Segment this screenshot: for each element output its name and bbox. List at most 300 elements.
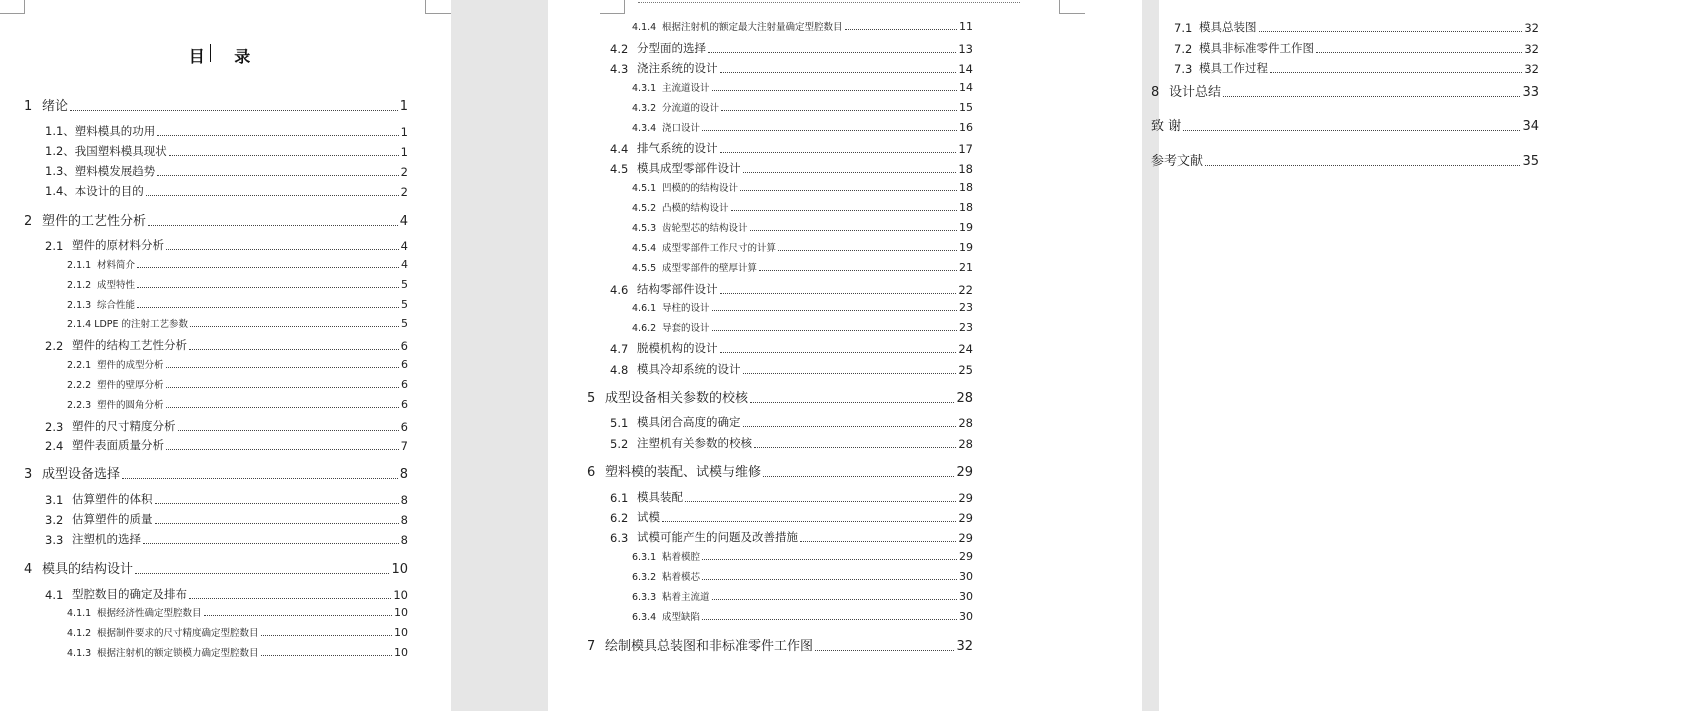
toc-entry[interactable]	[67, 645, 408, 659]
toc-entry[interactable]	[45, 183, 408, 199]
dot-leader	[1183, 129, 1520, 131]
dot-leader	[146, 194, 399, 196]
toc-entry[interactable]	[587, 462, 973, 480]
dot-leader	[815, 649, 954, 651]
toc-entry-number: 4.6.1	[632, 303, 657, 314]
toc-entry[interactable]	[24, 96, 408, 114]
toc-entry[interactable]	[67, 297, 408, 311]
crop-mark	[600, 13, 624, 14]
crop-mark	[425, 13, 451, 14]
toc-entry[interactable]	[632, 240, 973, 254]
toc-entry-page-number: 6	[401, 358, 408, 371]
toc-entry[interactable]	[632, 180, 973, 194]
toc-entry-page-number: 10	[391, 562, 408, 577]
toc-entry-title: 分型面的选择	[637, 41, 706, 55]
toc-entry[interactable]	[1174, 40, 1539, 56]
toc-entry[interactable]	[24, 211, 408, 229]
toc-entry-number: 4.1.1	[67, 608, 92, 619]
toc-entry-title: 1.2、我国塑料模具现状	[45, 144, 167, 158]
dot-leader	[720, 151, 957, 153]
dot-leader	[1270, 71, 1522, 73]
toc-entry-number: 4.1	[45, 588, 64, 602]
toc-entry-title: 模具的结构设计	[42, 562, 134, 577]
dot-leader	[750, 401, 954, 403]
document-page-3	[1151, 0, 1692, 711]
toc-entry-title: 模具装配	[637, 490, 683, 504]
dot-leader	[204, 614, 392, 616]
toc-entry[interactable]	[45, 237, 408, 253]
toc-entry-title: 绪论	[42, 99, 69, 114]
toc-entry-number: 4.2	[610, 42, 629, 56]
toc-entry[interactable]	[632, 609, 973, 623]
toc-entry[interactable]	[610, 281, 973, 297]
dot-leader	[155, 522, 399, 524]
toc-entry-title: 根据制件要求的尺寸精度确定型腔数目	[97, 628, 259, 639]
toc-entry[interactable]	[632, 320, 973, 334]
toc-entry-title: 型腔数目的确定及排布	[72, 587, 187, 601]
toc-entry[interactable]	[45, 163, 408, 179]
toc-entry-title: 塑件的结构工艺性分析	[72, 338, 187, 352]
dot-leader	[702, 129, 957, 131]
toc-entry[interactable]	[610, 435, 973, 451]
toc-entry-number: 4.3.4	[632, 123, 657, 134]
toc-entry-page-number: 19	[959, 221, 973, 234]
crop-mark	[425, 0, 426, 14]
dot-leader	[178, 429, 399, 431]
toc-entry-page-number: 15	[959, 101, 973, 114]
dot-leader	[845, 28, 957, 30]
toc-entry-page-number: 32	[1524, 42, 1539, 56]
toc-entry[interactable]	[610, 414, 973, 430]
toc-entry[interactable]	[610, 509, 973, 525]
toc-entry-title: 成型设备相关参数的校核	[605, 391, 749, 406]
toc-entry-page-number: 29	[959, 550, 973, 563]
toc-entry-page-number: 33	[1522, 85, 1539, 100]
toc-entry-page-number: 16	[959, 121, 973, 134]
toc-entry-number: 4.6	[610, 283, 629, 297]
toc-entry-page-number: 18	[958, 162, 973, 176]
dot-leader	[166, 366, 399, 368]
dot-leader	[720, 71, 957, 73]
toc-entry-title: 浇注系统的设计	[637, 61, 718, 75]
toc-entry-page-number: 28	[958, 416, 973, 430]
toc-entry-page-number: 19	[959, 241, 973, 254]
toc-entry[interactable]	[610, 140, 973, 156]
toc-entry-page-number: 5	[401, 278, 408, 291]
toc-entry-number: 6.3.3	[632, 592, 657, 603]
toc-entry-title: 凸模的结构设计	[662, 203, 729, 214]
toc-entry-number: 5.1	[610, 416, 629, 430]
toc-entry[interactable]	[632, 19, 973, 33]
dot-leader	[778, 249, 957, 251]
toc-entry-title: 塑件表面质量分析	[72, 438, 164, 452]
toc-entry-page-number: 11	[959, 20, 973, 33]
toc-entry[interactable]	[1151, 116, 1539, 134]
toc-entry-number: 4.8	[610, 363, 629, 377]
toc-entry-title: 绘制模具总装图和非标准零件工作图	[605, 639, 814, 654]
toc-entry[interactable]	[632, 549, 973, 563]
toc-entry-number: 4.5.5	[632, 263, 657, 274]
toc-entry-number: 6	[587, 465, 596, 480]
toc-entry-number: 5.2	[610, 437, 629, 451]
dot-leader	[712, 329, 957, 331]
toc-entry-title: 模具冷却系统的设计	[637, 362, 741, 376]
toc-entry-title: 根据经济性确定型腔数目	[97, 608, 202, 619]
toc-entry-title: 成型设备选择	[42, 467, 121, 482]
toc-entry[interactable]	[587, 636, 973, 654]
dot-leader	[712, 598, 957, 600]
dot-leader	[754, 446, 956, 448]
toc-entry-title: 模具总装图	[1199, 20, 1257, 34]
crop-mark	[624, 0, 625, 14]
dot-leader	[157, 174, 398, 176]
dot-leader	[800, 540, 956, 542]
toc-entry-page-number: 14	[959, 81, 973, 94]
dot-leader	[702, 578, 957, 580]
toc-entry-title: 脱模机构的设计	[637, 341, 718, 355]
dot-leader	[720, 351, 957, 353]
toc-entry-number: 4.3.2	[632, 103, 657, 114]
toc-entry-page-number: 22	[958, 283, 973, 297]
toc-entry[interactable]	[67, 397, 408, 411]
toc-entry-number: 4.6.2	[632, 323, 657, 334]
toc-entry-page-number: 8	[400, 493, 408, 507]
toc-entry[interactable]	[67, 377, 408, 391]
dot-leader	[166, 406, 399, 408]
toc-entry-number: 2.2.2	[67, 380, 92, 391]
toc-entry-title: 模具成型零部件设计	[637, 161, 741, 175]
toc-entry-page-number: 23	[959, 301, 973, 314]
toc-entry[interactable]	[67, 625, 408, 639]
toc-entry-number: 3.2	[45, 513, 64, 527]
toc-entry-number: 4.5.3	[632, 223, 657, 234]
toc-entry-number: 2.1	[45, 239, 64, 253]
dot-leader	[157, 134, 398, 136]
dot-leader	[743, 171, 957, 173]
dot-leader	[137, 266, 399, 268]
toc-entry-page-number: 8	[399, 467, 408, 482]
toc-entry-page-number: 1	[399, 99, 408, 114]
toc-entry-number: 6.2	[610, 511, 629, 525]
dot-leader	[166, 248, 399, 250]
toc-entry-number: 4.3	[610, 62, 629, 76]
toc-entry-title: 成型零部件的壁厚计算	[662, 263, 758, 274]
toc-entry[interactable]	[45, 491, 408, 507]
toc-entry-title: 塑件的尺寸精度分析	[72, 419, 176, 433]
dot-leader	[712, 309, 957, 311]
dot-leader	[685, 500, 956, 502]
toc-entry-page-number: 29	[958, 531, 973, 545]
toc-entry[interactable]	[632, 300, 973, 314]
dot-leader	[137, 286, 399, 288]
toc-entry-title: 1.3、塑料模发展趋势	[45, 164, 156, 178]
toc-entry-title: 模具闭合高度的确定	[637, 415, 741, 429]
dot-leader	[740, 189, 957, 191]
dot-leader	[763, 475, 954, 477]
toc-entry-title: 塑件的原材料分析	[72, 238, 164, 252]
dot-leader	[702, 618, 957, 620]
toc-entry-title: 1.1、塑料模具的功用	[45, 124, 156, 138]
toc-entry[interactable]	[24, 464, 408, 482]
toc-entry-page-number: 6	[400, 339, 408, 353]
toc-entry-page-number: 10	[394, 646, 408, 659]
toc-entry-number: 4.5.2	[632, 203, 657, 214]
toc-entry-page-number: 13	[958, 42, 973, 56]
document-page-1	[0, 0, 451, 711]
dot-leader	[1316, 51, 1522, 53]
toc-entry-title: 成型特性	[97, 280, 136, 291]
dot-leader	[166, 448, 399, 450]
toc-entry-number: 7	[587, 639, 596, 654]
dot-leader	[166, 386, 399, 388]
toc-entry-title: 设计总结	[1169, 85, 1222, 100]
toc-entry-number: 2.2.3	[67, 400, 92, 411]
toc-entry[interactable]	[24, 559, 408, 577]
toc-entry-title: 根据注射机的额定最大注射量确定型腔数目	[662, 22, 843, 33]
toc-entry-title: 导套的设计	[662, 323, 710, 334]
toc-entry-number: 4.5.1	[632, 183, 657, 194]
toc-entry-number: 8	[1151, 85, 1160, 100]
toc-entry-title: 粘着模腔	[662, 552, 701, 563]
toc-entry-number: 2.1.3	[67, 300, 92, 311]
toc-entry[interactable]	[45, 511, 408, 527]
toc-entry-number: 3	[24, 467, 33, 482]
crop-mark	[24, 0, 25, 14]
toc-entry-number: 4.1.4	[632, 22, 657, 33]
toc-entry-title: 塑件的成型分析	[97, 360, 164, 371]
toc-entry-page-number: 10	[394, 626, 408, 639]
toc-entry-number: 2.2	[45, 339, 64, 353]
toc-entry-number: 2.3	[45, 420, 64, 434]
toc-entry-number: 4	[24, 562, 33, 577]
toc-entry-number: 3.3	[45, 533, 64, 547]
toc-entry-title: 粘着模芯	[662, 572, 701, 583]
toc-entry[interactable]	[610, 160, 973, 176]
toc-entry[interactable]	[45, 437, 408, 453]
toc-entry-page-number: 10	[394, 606, 408, 619]
toc-entry-number: 5	[587, 391, 596, 406]
toc-entry-title: 模具非标准零件工作图	[1199, 41, 1314, 55]
toc-entry-title: 浇口设计	[662, 123, 701, 134]
cut-off-entry	[638, 0, 1020, 4]
toc-entry-page-number: 4	[399, 214, 408, 229]
toc-entry-number: 4.5	[610, 162, 629, 176]
toc-entry-title: 成型零部件工作尺寸的计算	[662, 243, 777, 254]
toc-entry-page-number: 32	[1524, 21, 1539, 35]
dot-leader	[721, 109, 957, 111]
toc-entry-page-number: 18	[959, 181, 973, 194]
toc-entry[interactable]	[632, 200, 973, 214]
toc-entry-title: 导柱的设计	[662, 303, 710, 314]
toc-entry-title: 1.4、本设计的目的	[45, 184, 144, 198]
toc-entry-page-number: 6	[400, 420, 408, 434]
toc-entry[interactable]	[67, 257, 408, 271]
toc-entry[interactable]	[45, 123, 408, 139]
toc-entry-title: 齿轮型芯的结构设计	[662, 223, 748, 234]
toc-entry-number: 4.7	[610, 342, 629, 356]
toc-entry-number: 2	[24, 214, 33, 229]
toc-entry[interactable]	[610, 489, 973, 505]
toc-entry-page-number: 32	[956, 639, 973, 654]
dot-leader	[189, 597, 391, 599]
toc-entry[interactable]	[45, 143, 408, 159]
toc-entry[interactable]	[45, 418, 408, 434]
toc-entry-title: 材料简介	[97, 260, 136, 271]
dot-leader	[750, 229, 957, 231]
toc-entry-page-number: 1	[400, 125, 408, 139]
toc-entry-title: 塑件的圆角分析	[97, 400, 164, 411]
toc-entry-number: 4.3.1	[632, 83, 657, 94]
dot-leader	[702, 558, 957, 560]
toc-entry-page-number: 21	[959, 261, 973, 274]
toc-entry-number: 6.3.1	[632, 552, 657, 563]
toc-entry[interactable]	[610, 60, 973, 76]
dot-leader	[122, 477, 398, 479]
toc-entry-title: 凹模的的结构设计	[662, 183, 739, 194]
toc-entry-title: 估算塑件的体积	[72, 492, 153, 506]
toc-entry-page-number: 29	[958, 491, 973, 505]
dot-leader	[720, 292, 957, 294]
toc-entry-number: 2.2.1	[67, 360, 92, 371]
toc-entry-number: 2.1.2	[67, 280, 92, 291]
toc-entry[interactable]	[632, 120, 973, 134]
toc-entry-number: 7.2	[1174, 42, 1193, 56]
toc-entry-page-number: 2	[400, 165, 408, 179]
toc-entry-page-number: 5	[401, 298, 408, 311]
dot-leader	[137, 306, 399, 308]
toc-entry[interactable]	[632, 260, 973, 274]
toc-entry-number: 6.3	[610, 531, 629, 545]
dot-leader	[169, 154, 399, 156]
toc-entry-page-number: 30	[959, 610, 973, 623]
toc-entry[interactable]	[632, 80, 973, 94]
toc-entry[interactable]	[610, 529, 973, 545]
dot-leader	[731, 209, 957, 211]
dot-leader	[759, 269, 957, 271]
crop-mark	[0, 13, 24, 14]
toc-entry-number: 2.1.1	[67, 260, 92, 271]
toc-entry-page-number: 32	[1524, 62, 1539, 76]
document-page-2	[548, 0, 1142, 711]
toc-entry-number: 4.1.3	[67, 648, 92, 659]
toc-entry[interactable]	[67, 316, 408, 330]
toc-entry-number: 1	[24, 99, 33, 114]
toc-entry[interactable]	[632, 569, 973, 583]
dot-leader	[1205, 164, 1520, 166]
dot-leader	[155, 502, 399, 504]
toc-entry-title: 2.1.4 LDPE 的注射工艺参数	[67, 319, 189, 330]
toc-entry[interactable]	[1174, 60, 1539, 76]
toc-entry-number: 2.4	[45, 439, 64, 453]
toc-entry-page-number: 28	[958, 437, 973, 451]
dot-leader	[743, 372, 957, 374]
dot-leader	[712, 89, 957, 91]
toc-entry-page-number: 8	[400, 513, 408, 527]
toc-entry[interactable]	[610, 361, 973, 377]
toc-entry-title: 排气系统的设计	[637, 141, 718, 155]
dot-leader	[1259, 30, 1523, 32]
toc-entry-page-number: 28	[956, 391, 973, 406]
toc-entry-page-number: 2	[400, 185, 408, 199]
toc-entry-title: 估算塑件的质量	[72, 512, 153, 526]
toc-entry-number: 4.4	[610, 142, 629, 156]
toc-entry-page-number: 4	[400, 239, 408, 253]
dot-leader	[743, 425, 957, 427]
dot-leader	[189, 348, 399, 350]
toc-entry-title: 主流道设计	[662, 83, 710, 94]
toc-entry[interactable]	[67, 357, 408, 371]
toc-entry-title: 模具工作过程	[1199, 61, 1268, 75]
toc-entry-title: 粘着主流道	[662, 592, 710, 603]
toc-entry-page-number: 4	[401, 258, 408, 271]
toc-entry-number: 6.1	[610, 491, 629, 505]
toc-entry-number: 6.3.4	[632, 612, 657, 623]
toc-entry-title: 塑件的工艺性分析	[42, 214, 147, 229]
toc-entry[interactable]	[67, 605, 408, 619]
toc-entry[interactable]	[610, 40, 973, 56]
toc-entry-page-number: 8	[400, 533, 408, 547]
toc-entry-title: 根据注射机的额定锁模力确定型腔数目	[97, 648, 259, 659]
toc-entry-number: 7.1	[1174, 21, 1193, 35]
toc-entry-page-number: 10	[393, 588, 408, 602]
toc-entry[interactable]	[610, 340, 973, 356]
dot-leader	[1223, 95, 1520, 97]
toc-entry-page-number: 18	[959, 201, 973, 214]
toc-entry-number: 6.3.2	[632, 572, 657, 583]
toc-entry-number: 7.3	[1174, 62, 1193, 76]
toc-entry[interactable]	[45, 586, 408, 602]
toc-entry-page-number: 35	[1522, 154, 1539, 169]
toc-entry[interactable]	[587, 388, 973, 406]
toc-entry-title: 试模	[637, 510, 660, 524]
toc-title: 目 录	[188, 47, 263, 66]
toc-entry-page-number: 30	[959, 570, 973, 583]
toc-entry[interactable]	[632, 589, 973, 603]
dot-leader	[261, 634, 392, 636]
toc-entry-page-number: 29	[956, 465, 973, 480]
toc-entry-page-number: 1	[400, 145, 408, 159]
toc-entry-title: 分流道的设计	[662, 103, 720, 114]
toc-entry-title: 成型缺陷	[662, 612, 701, 623]
toc-entry[interactable]	[45, 337, 408, 353]
toc-entry[interactable]	[1174, 19, 1539, 35]
toc-entry-number: 4.5.4	[632, 243, 657, 254]
toc-entry-title: 参考文献	[1151, 154, 1204, 169]
crop-mark	[1059, 13, 1085, 14]
toc-entry-page-number: 14	[958, 62, 973, 76]
toc-entry[interactable]	[1151, 82, 1539, 100]
dot-leader	[148, 224, 398, 226]
dot-leader	[70, 109, 398, 111]
toc-entry-page-number: 17	[958, 142, 973, 156]
dot-leader	[143, 542, 399, 544]
toc-entry[interactable]	[45, 531, 408, 547]
toc-entry-page-number: 24	[958, 342, 973, 356]
toc-entry[interactable]	[67, 277, 408, 291]
toc-entry-title: 结构零部件设计	[637, 282, 718, 296]
toc-entry-page-number: 29	[958, 511, 973, 525]
toc-entry-page-number: 23	[959, 321, 973, 334]
toc-entry[interactable]	[632, 220, 973, 234]
toc-entry-title: 试模可能产生的问题及改善措施	[637, 530, 798, 544]
toc-entry-title: 注塑机的选择	[72, 532, 141, 546]
dot-leader	[135, 572, 389, 574]
toc-entry[interactable]	[1151, 151, 1539, 169]
toc-entry-page-number: 5	[401, 317, 408, 330]
toc-entry[interactable]	[632, 100, 973, 114]
toc-entry-title: 塑料模的装配、试模与维修	[605, 465, 762, 480]
toc-entry-page-number: 6	[401, 378, 408, 391]
